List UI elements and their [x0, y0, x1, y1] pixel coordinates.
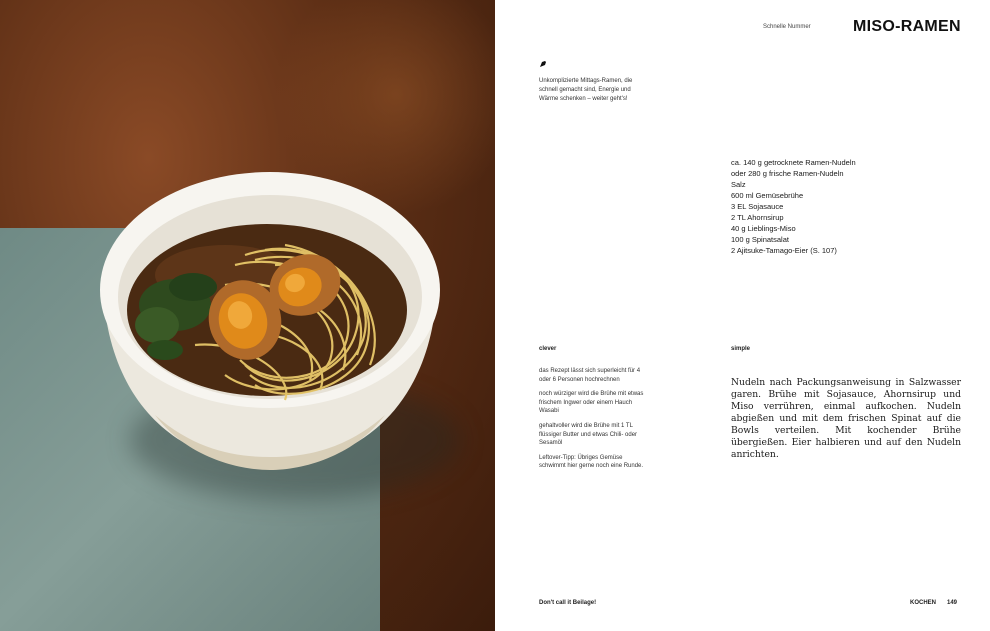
- ingredient-item: oder 280 g frische Ramen-Nudeln: [731, 169, 844, 178]
- ingredient-item: 40 g Lieblings-Miso: [731, 224, 796, 233]
- ramen-bowl: [95, 165, 445, 475]
- ingredient-item: 2 Ajitsuke-Tamago-Eier (S. 107): [731, 246, 837, 255]
- tip-item: gehaltvoller wird die Brühe mit 1 TL flüssiger Butter und etwas Chili- oder Sesamöl: [539, 422, 638, 447]
- method-text: Nudeln nach Packungsanweisung in Salzwasser garen. Brühe mit Sojasauce, Ahornsirup und Miso verrühren, einmal aufkochen. Nudeln abgießen und mit dem frischen Spinat auf die Bowls verteilen. Mit kochender Brühe übergießen. Eier halbieren und auf den Nudeln anrichten.: [731, 377, 961, 461]
- tip-item: Leftover-Tipp: Übriges Gemüse schwimmt hier gerne noch eine Runde.: [539, 454, 644, 470]
- recipe-title: MISO-RAMEN: [853, 18, 961, 35]
- clever-tips: [539, 367, 649, 477]
- ingredient-item: 600 ml Gemüsebrühe: [731, 191, 804, 200]
- section-kicker: Schnelle Nummer: [763, 24, 811, 30]
- simple-label: simple: [731, 346, 751, 352]
- recipe-page: [495, 0, 990, 631]
- clever-label: clever: [539, 346, 557, 352]
- ingredient-list: [731, 157, 856, 256]
- ingredient-item: 2 TL Ahornsirup: [731, 213, 784, 222]
- tip-item: das Rezept lässt sich superleicht für 4 oder 6 Personen hochrechnen: [539, 368, 641, 383]
- footer-section-name: KOCHEN: [910, 600, 937, 606]
- ingredient-item: ca. 140 g getrocknete Ramen-Nudeln: [731, 158, 856, 167]
- ingredient-item: 100 g Spinatsalat: [731, 235, 789, 244]
- ingredient-item: Salz: [731, 180, 746, 189]
- pen-nib-icon: [539, 60, 547, 68]
- ingredient-item: 3 EL Sojasauce: [731, 202, 784, 211]
- recipe-intro: Unkomplizierte Mittags-Ramen, die schnell gemacht sind, Energie und Wärme schenken – weiter geht's!: [539, 78, 633, 102]
- tip-item: noch würziger wird die Brühe mit etwas frischem Ingwer oder einem Hauch Wasabi: [539, 391, 644, 415]
- page-number: 149: [947, 600, 958, 606]
- footer-book-title: Don't call it Beilage!: [539, 600, 597, 606]
